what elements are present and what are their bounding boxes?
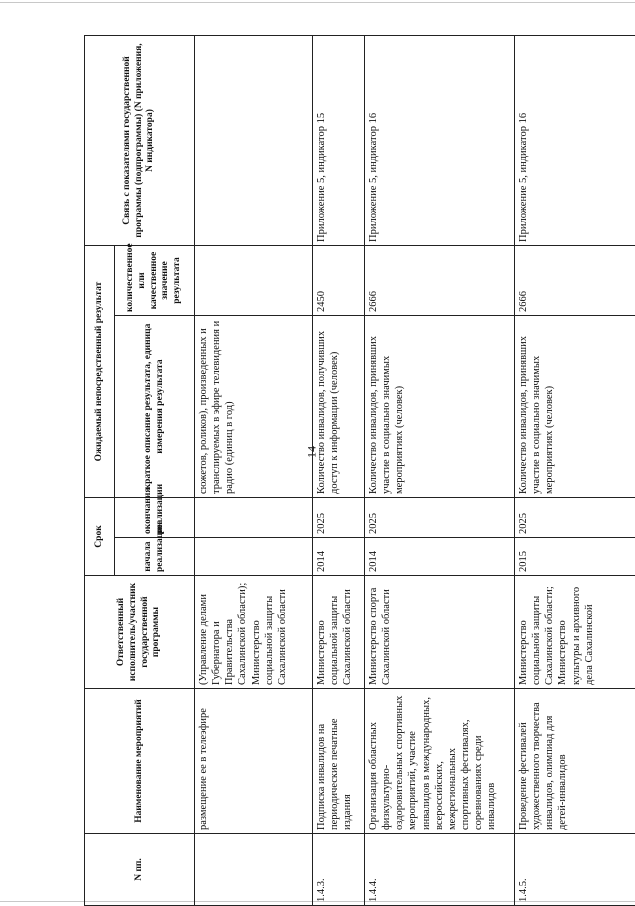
table-row <box>515 36 635 906</box>
header-term-end: окончания реализации <box>115 498 195 538</box>
row-end: 2025 <box>515 498 635 538</box>
header-link: Связь с показателями государственной программы (подпрограммы) (N приложения, N индикатора) <box>85 36 195 246</box>
header-responsible: Ответственный исполнитель/участник государственной программы <box>85 576 195 689</box>
rotated-table-wrapper <box>84 36 562 906</box>
header-result-value: количественное или качественное значение результата <box>115 246 195 316</box>
row-num: 1.4.5. <box>515 834 635 906</box>
header-term: Срок <box>85 498 115 576</box>
row-start <box>195 538 313 576</box>
row-desc: Количество инвалидов, получивших доступ к информации (человек) <box>313 316 365 498</box>
row-num: 1.4.4. <box>365 834 515 906</box>
scan-edge-top <box>0 2 635 3</box>
row-end <box>195 498 313 538</box>
row-start: 2014 <box>313 538 365 576</box>
row-value: 2450 <box>313 246 365 316</box>
row-responsible: Министерство спорта Сахалинской области <box>365 576 515 689</box>
row-end: 2025 <box>313 498 365 538</box>
row-value: 2666 <box>515 246 635 316</box>
row-event: Подписка инвалидов на периодические печатные издания <box>313 689 365 834</box>
row-desc: сюжетов, роликов), произведенных и транслируемых в эфире телевидения и радио (единиц в год) <box>195 316 313 498</box>
row-num: 1.4.3. <box>313 834 365 906</box>
header-term-start: начала реализации <box>115 538 195 576</box>
row-responsible: Министерство социальной защиты Сахалинской области <box>313 576 365 689</box>
page-number: 14 <box>305 446 320 458</box>
row-end: 2025 <box>365 498 515 538</box>
row-value: 2666 <box>365 246 515 316</box>
row-link: Приложение 5, индикатор 16 <box>365 36 515 246</box>
row-responsible: (Управление делами Губернатора и Правительства Сахалинской области); Министерство социальной защиты Сахалинской области <box>195 576 313 689</box>
row-event: Организация областных физкультурно-оздоровительных спортивных мероприятий, участие инвалидов в международных, всероссийских, межрегиональных спортивных фестивалях, соревнованиях среди инвалидов <box>365 689 515 834</box>
table-row <box>313 36 365 906</box>
row-event: размещение ее в телеэфире <box>195 689 313 834</box>
header-event: Наименование мероприятий <box>85 689 195 834</box>
row-desc: Количество инвалидов, принявших участие в социально значимых мероприятиях (человек) <box>365 316 515 498</box>
events-table <box>84 35 635 906</box>
row-desc: Количество инвалидов, принявших участие в социально значимых мероприятиях (человек) <box>515 316 635 498</box>
table-row <box>195 36 313 906</box>
header-num: N пп. <box>85 834 195 906</box>
row-event: Проведение фестивалей художественного творчества инвалидов, олимпиад для детей-инвалидов <box>515 689 635 834</box>
row-start: 2015 <box>515 538 635 576</box>
table-row <box>365 36 515 906</box>
row-link <box>195 36 313 246</box>
row-start: 2014 <box>365 538 515 576</box>
row-num <box>195 834 313 906</box>
row-responsible: Министерство социальной защиты Сахалинской области; Министерство культуры и архивного дела Сахалинской <box>515 576 635 689</box>
row-value <box>195 246 313 316</box>
row-link: Приложение 5, индикатор 15 <box>313 36 365 246</box>
row-link: Приложение 5, индикатор 16 <box>515 36 635 246</box>
header-result-desc: краткое описание результата, единица измерения результата <box>115 316 195 498</box>
header-result: Ожидаемый непосредственный результат <box>85 246 115 498</box>
